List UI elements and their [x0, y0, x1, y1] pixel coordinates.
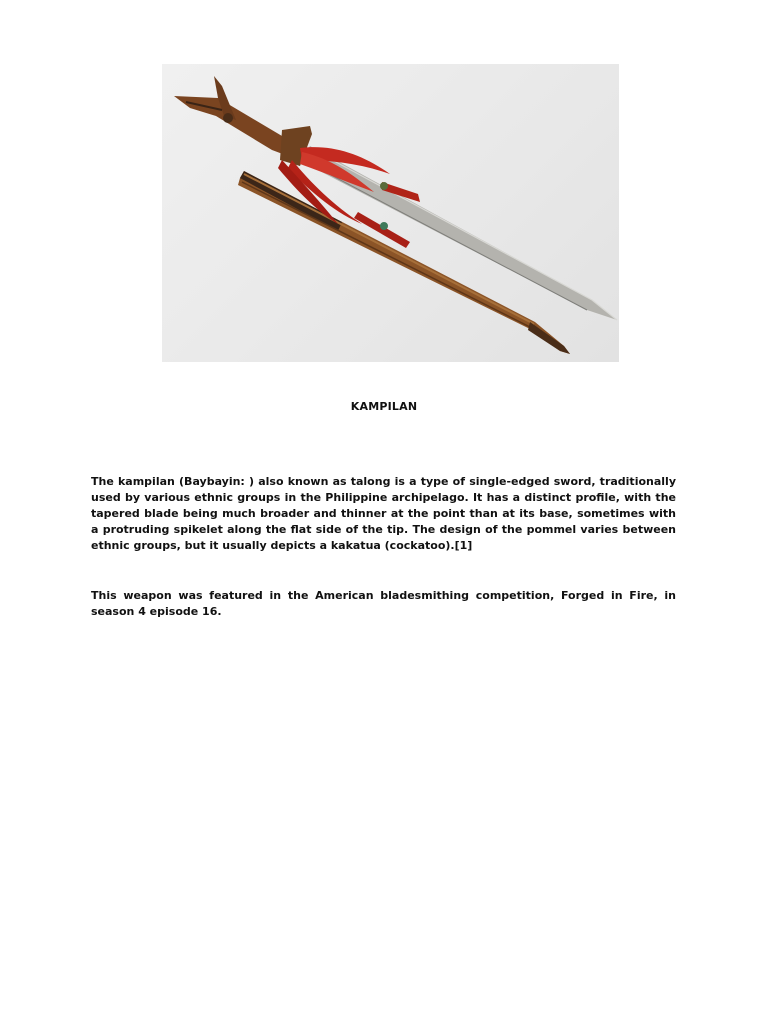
paragraph-description: The kampilan (Baybayin: ) also known as talong is a type of single-edged sword, traditionally used by various ethnic groups in the Philippine archipelago. It has a distinct profile, with the tapered blade being much broader and thinner at the point than at its base, sometimes with a protruding spikelet along the flat side of the tip. The design of the pommel varies between ethnic groups, but it usually depicts a kakatua (cockatoo).[1]: [91, 475, 676, 552]
kampilan-sword-illustration: [162, 64, 619, 362]
paragraph-forged-in-fire: This weapon was featured in the American bladesmithing competition, Forged in Fire, in season 4 episode 16.: [91, 589, 676, 618]
kampilan-photo: [162, 64, 619, 362]
hilt: [174, 76, 312, 166]
document-title: KAMPILAN: [350, 400, 418, 413]
